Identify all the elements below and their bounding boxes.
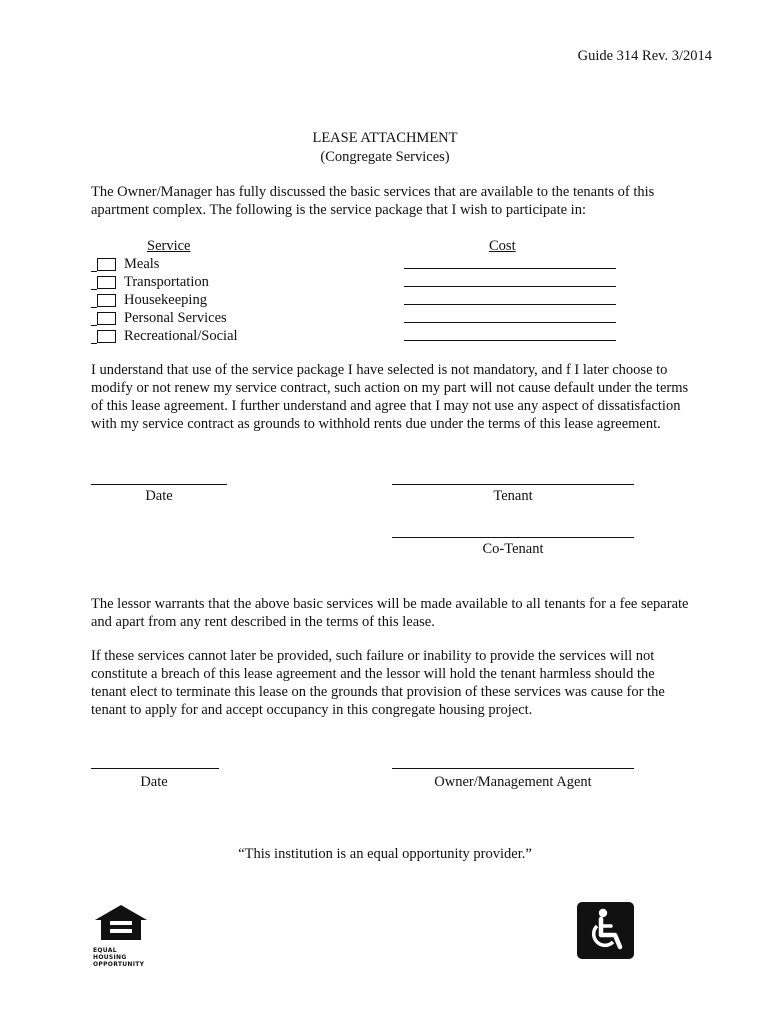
intro-paragraph: The Owner/Manager has fully discussed the basic services that are available to the tenants of this apartment complex. The following is the service package that I wish to participate in: bbox=[91, 184, 655, 218]
lessor-paragraph: The lessor warrants that the above basic services will be made available to all tenants for a fee separate and apart from any rent described in the terms of this lease. bbox=[91, 596, 689, 630]
personal-services-checkbox[interactable] bbox=[97, 312, 116, 325]
housekeeping-cost-line[interactable] bbox=[404, 304, 616, 305]
guide-reference: Guide 314 Rev. 3/2014 bbox=[577, 48, 712, 64]
equal-housing-text bbox=[93, 947, 149, 968]
transportation-checkbox[interactable] bbox=[97, 276, 116, 289]
personal-services-cost-line[interactable] bbox=[404, 322, 616, 323]
cotenant-signature-line[interactable] bbox=[392, 537, 634, 538]
cost-column-header: Cost bbox=[489, 238, 516, 254]
agent-signature-line[interactable] bbox=[392, 768, 634, 769]
owner-date-label: Date bbox=[140, 774, 168, 790]
understand-paragraph: I understand that use of the service package I have selected is not mandatory, and f I later choose to modify or not renew my service contract, such action on my part will not cause default under the terms of this lease agreement. I further understand and agree that I may not use any aspect of dissatisfaction with my service contract as grounds to withhold rents due under the terms of this lease agreement. bbox=[91, 362, 689, 432]
meals-cost-line[interactable] bbox=[404, 268, 616, 269]
owner-date-line[interactable] bbox=[91, 768, 219, 769]
equal-housing-icon bbox=[93, 904, 149, 942]
wheelchair-icon bbox=[577, 902, 634, 959]
accessibility-logo bbox=[577, 902, 634, 959]
service-label: Transportation bbox=[124, 274, 209, 290]
service-label: Personal Services bbox=[124, 310, 227, 326]
service-row-recreational-social bbox=[91, 327, 238, 345]
equal-housing-line2: OPPORTUNITY bbox=[93, 961, 145, 968]
equal-housing-logo bbox=[93, 904, 149, 968]
page-subtitle: (Congregate Services) bbox=[320, 149, 450, 165]
equal-housing-line1: EQUAL HOUSING bbox=[93, 947, 127, 961]
recreational-social-cost-line[interactable] bbox=[404, 340, 616, 341]
tenant-signature-line[interactable] bbox=[392, 484, 634, 485]
service-label: Meals bbox=[124, 256, 160, 272]
recreational-social-checkbox[interactable] bbox=[97, 330, 116, 343]
equal-opportunity-statement: “This institution is an equal opportunity provider.” bbox=[238, 846, 532, 862]
service-row-transportation bbox=[91, 273, 209, 291]
page-title: LEASE ATTACHMENT bbox=[312, 130, 458, 146]
service-row-housekeeping bbox=[91, 291, 207, 309]
service-label: Housekeeping bbox=[124, 292, 207, 308]
cotenant-label: Co-Tenant bbox=[482, 541, 544, 557]
tenant-label: Tenant bbox=[493, 488, 533, 504]
housekeeping-checkbox[interactable] bbox=[97, 294, 116, 307]
agent-label: Owner/Management Agent bbox=[434, 774, 592, 790]
tenant-date-label: Date bbox=[145, 488, 173, 504]
service-label: Recreational/Social bbox=[124, 328, 238, 344]
meals-checkbox[interactable] bbox=[97, 258, 116, 271]
service-row-personal-services bbox=[91, 309, 227, 327]
service-row-meals bbox=[91, 255, 159, 273]
service-column-header: Service bbox=[147, 238, 191, 254]
tenant-date-line[interactable] bbox=[91, 484, 227, 485]
transportation-cost-line[interactable] bbox=[404, 286, 616, 287]
failure-paragraph: If these services cannot later be provided, such failure or inability to provide the services will not constitute a breach of this lease agreement and the lessor will hold the tenant harmless should the tenant elect to terminate this lease on the grounds that provision of these services was cause for the tenant to apply for and accept occupancy in this congregate housing project. bbox=[91, 648, 665, 718]
